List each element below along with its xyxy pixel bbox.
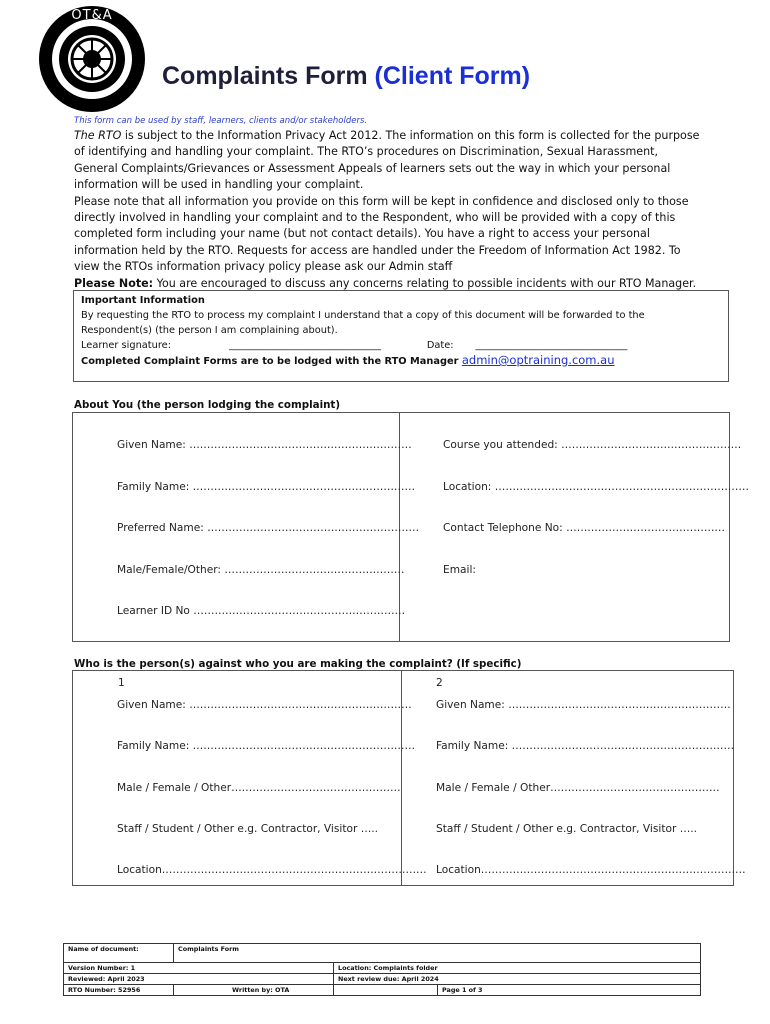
respondent-2-location-field[interactable]: Location………………………………………………………………… [436, 864, 746, 876]
intro-line: directly involved in handling your complaint and to the Respondent, who will be provided with a copy of this [74, 211, 676, 225]
footer-location: Location: Complaints folder [334, 963, 701, 974]
gender-field[interactable]: Male/Female/Other: …………………………………………… [117, 564, 405, 576]
intro-line-rest: is subject to the Information Privacy Act 2012. The information on this form is collected for the purpose [121, 129, 700, 142]
respondent-2-family-name-field[interactable]: Family Name: ……………………………………………………… [436, 740, 735, 752]
respondent-2-number: 2 [436, 677, 443, 689]
date-field[interactable]: _______________________________ [475, 340, 628, 351]
signature-label: Learner signature: [81, 340, 171, 351]
logo-text: OT&A [71, 8, 113, 23]
footer-reviewed: Reviewed: April 2023 [64, 974, 334, 985]
respondent-1-family-name-field[interactable]: Family Name: ……………………………………………………… [117, 740, 416, 752]
intro-line: information will be used in handling your complaint. [74, 178, 364, 192]
privacy-statement [74, 128, 724, 292]
footer-name-value: Complaints Form [174, 944, 701, 963]
footer-row [64, 963, 701, 974]
footer-page: Page 1 of 3 [438, 985, 701, 996]
important-information-box [73, 290, 729, 382]
intro-line: of identifying and handling your complaint. The RTO’s procedures on Discrimination, Sexual Harassment, [74, 145, 659, 159]
contact-telephone-field[interactable]: Contact Telephone No: ……………………………………… [443, 522, 726, 534]
lodge-text: Completed Complaint Forms are to be lodged with the RTO Manager [81, 356, 462, 367]
intro-line: view the RTOs information privacy policy please ask our Admin staff [74, 260, 453, 274]
respondent-1-number: 1 [118, 677, 125, 689]
footer-version: Version Number: 1 [64, 963, 334, 974]
title-main: Complaints Form [162, 62, 368, 90]
document-footer-table [63, 943, 701, 996]
learner-id-field[interactable]: Learner ID No …………………………………………………… [117, 605, 406, 617]
respondent-2-given-name-field[interactable]: Given Name: ……………………………………………………… [436, 699, 731, 711]
title-accent: (Client Form) [374, 62, 531, 90]
respondent-1-gender-field[interactable]: Male / Female / Other………………………………………… [117, 782, 401, 794]
intro-line [74, 128, 724, 144]
preferred-name-field[interactable]: Preferred Name: …………………………………………………… [117, 522, 420, 534]
footer-rto-number: RTO Number: 52956 [64, 985, 174, 996]
page-title [162, 62, 530, 91]
family-name-field[interactable]: Family Name: ……………………………………………………… [117, 481, 416, 493]
respondent-1-given-name-field[interactable]: Given Name: ……………………………………………………… [117, 699, 412, 711]
about-you-heading: About You (the person lodging the complaint) [74, 399, 341, 411]
signature-field[interactable]: _______________________________ [229, 340, 381, 351]
admin-email-link[interactable]: admin@optraining.com.au [461, 353, 615, 367]
lodge-row [81, 353, 721, 369]
important-line: Respondent(s) (the person I am complaining about). [81, 325, 338, 336]
respondent-1-location-field[interactable]: Location………………………………………………………………… [117, 864, 427, 876]
intro-lead: The RTO [74, 129, 122, 142]
please-note-label: Please Note: [74, 276, 154, 290]
please-note-text: You are encouraged to discuss any concerns relating to possible incidents with our RTO Manager. [153, 276, 697, 290]
respondents-heading: Who is the person(s) against who you are making the complaint? (If specific) [74, 658, 522, 670]
intro-line: General Complaints/Grievances or Assessment Appeals of learners sets out the way in which your personal [74, 161, 671, 175]
location-field[interactable]: Location: ……………………………………………………………… [443, 481, 749, 493]
footer-name-label: Name of document: [64, 944, 174, 963]
footer-spacer [334, 985, 438, 996]
signature-row [81, 338, 721, 353]
intro-line: completed form including your name (but not contact details). You have a right to access your personal [74, 227, 650, 241]
email-field[interactable]: Email: [443, 564, 476, 576]
respondent-1-role-field[interactable]: Staff / Student / Other e.g. Contractor, Visitor ….. [117, 823, 379, 835]
intro-line: information held by the RTO. Requests for access are handled under the Freedom of Information Act 1982. To [74, 243, 681, 257]
footer-next-review: Next review due: April 2024 [334, 974, 701, 985]
footer-row [64, 974, 701, 985]
footer-row [64, 985, 701, 996]
important-heading: Important Information [81, 295, 205, 306]
date-label: Date: [426, 340, 454, 351]
respondent-2-gender-field[interactable]: Male / Female / Other………………………………………… [436, 782, 720, 794]
intro-line: Please note that all information you provide on this form will be kept in confidence and disclosed only to those [74, 194, 689, 208]
usage-notice: This form can be used by staff, learners, clients and/or stakeholders. [74, 116, 368, 126]
course-attended-field[interactable]: Course you attended: …………………………………………… [443, 439, 742, 451]
footer-row [64, 944, 701, 963]
given-name-field[interactable]: Given Name: ……………………………………………………… [117, 439, 412, 451]
respondent-2-role-field[interactable]: Staff / Student / Other e.g. Contractor, Visitor ….. [436, 823, 698, 835]
important-line: By requesting the RTO to process my complaint I understand that a copy of this document will be forwarded to the [81, 310, 645, 321]
footer-written-by: Written by: OTA [174, 985, 334, 996]
